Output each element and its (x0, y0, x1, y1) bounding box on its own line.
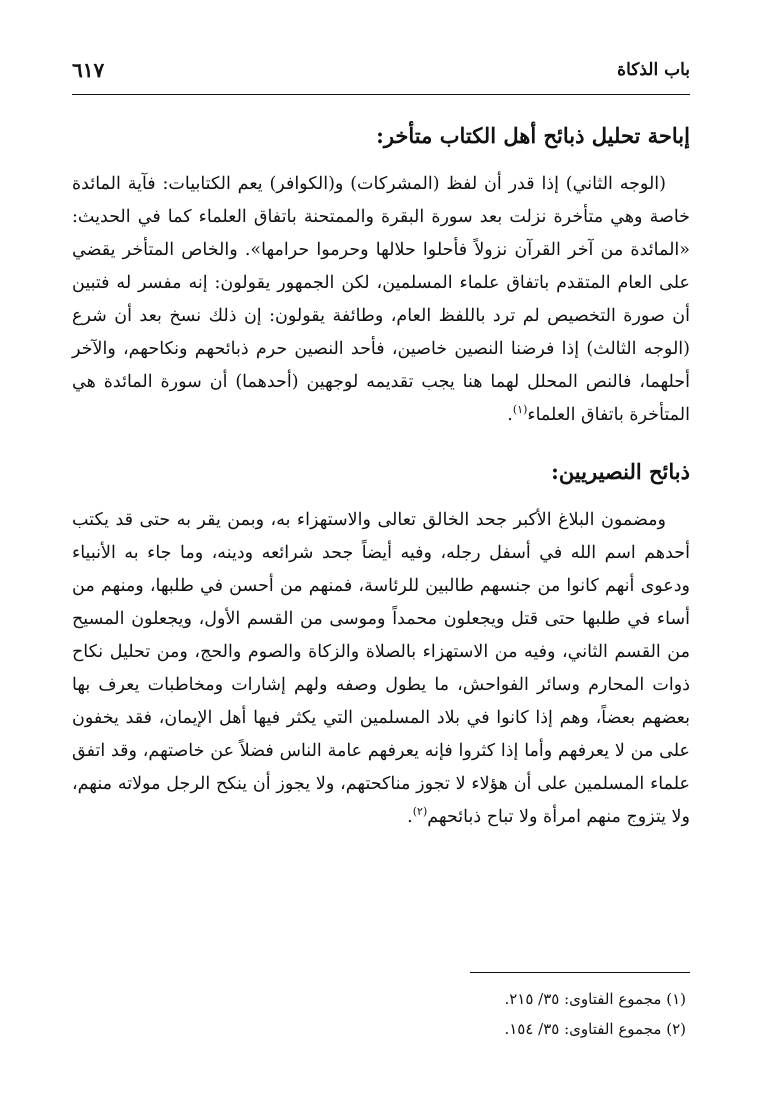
footnotes (300, 984, 686, 1044)
footnote-ref-2: (٢) (412, 805, 428, 819)
section-heading-ahl-al-kitab: إباحة تحليل ذبائح أهل الكتاب متأخر: (376, 123, 690, 148)
section-heading-nusayriyya: ذبائح النصيريين: (551, 459, 690, 484)
footnote-rule (470, 972, 690, 973)
footnote-2: (٢) مجموع الفتاوى: ٣٥/ ١٥٤. (504, 1020, 686, 1038)
section-paragraph-nusayriyya (72, 504, 690, 834)
paragraph-text: ومضمون البلاغ الأكبر جحد الخالق تعالى والاستهزاء به، وبمن يقر به حتى قد يكتب أحدهم اسم الله في أسفل رجله، وفيه أيضاً جحد شرائعه ودينه، وما جاء به الأنبياء ودعوى أنهم كانوا من جنسهم طالبين للرئاسة، فمنهم من أحسن في طلبها، ومنهم من أساء في طلبها حتى قتل ويجعلون محمداً وموسى من القسم الأول، ويجعلون المسيح من القسم الثاني، وفيه من الاستهزاء بالصلاة والزكاة والصوم والحج، ومن تحليل نكاح ذوات المحارم وسائر الفواحش، ما يطول وصفه ولهم إشارات ومخاطبات يعرف بها بعضهم بعضاً، وهم إذا كانوا في بلاد المسلمين التي يكثر فيها أهل الإيمان، فقد يخفون على من لا يعرفهم وأما إذا كثروا فإنه يعرفهم عامة الناس فضلاً عن خاصتهم، وقد اتفق علماء المسلمين على أن هؤلاء لا تجوز مناكحتهم، ولا يجوز أن ينكح الرجل مولاته منهم، ولا يتزوج منهم امرأة ولا تباح ذبائحهم (72, 510, 690, 827)
paragraph-end: . (407, 807, 413, 827)
chapter-title: باب الذكاة (617, 60, 690, 80)
running-head (72, 56, 690, 86)
section-paragraph-ahl-al-kitab (72, 168, 690, 432)
paragraph-text: (الوجه الثاني) إذا قدر أن لفظ (المشركات) و(الكوافر) يعم الكتابيات: فآية المائدة خاصة وهي متأخرة نزلت بعد سورة البقرة والممتحنة باتفاق العلماء كما في الحديث: «المائدة من آخر القرآن نزولاً فأحلوا حلالها وحرموا حرامها». والخاص المتأخر يقضي على العام المتقدم باتفاق علماء المسلمين، لكن الجمهور يقولون: إنه مفسر له فتبين أن صورة التخصيص لم ترد باللفظ العام، وطائفة يقولون: إن ذلك نسخ بعد أن شرع (الوجه الثالث) إذا فرضنا النصين خاصين، فأحد النصين حرم ذبائحهم ونكاحهم، والآخر أحلهما، فالنص المحلل لهما هنا يجب تقديمه لوجهين (أحدهما) أن سورة المائدة هي المتأخرة باتفاق العلماء (72, 174, 690, 425)
footnote-1: (١) مجموع الفتاوى: ٣٥/ ٢١٥. (504, 990, 686, 1008)
footnote-ref-1: (١) (512, 403, 528, 417)
page-number: ٦١٧ (72, 58, 105, 82)
paragraph-end: . (507, 405, 513, 425)
main-text (72, 118, 690, 834)
header-rule (72, 94, 690, 95)
